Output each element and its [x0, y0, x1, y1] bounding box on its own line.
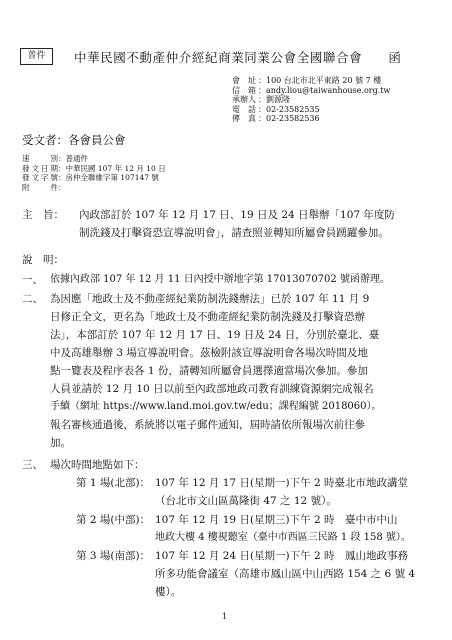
filing-type-box: 普件 [20, 48, 53, 65]
session-line: 107 年 12 月 19 日(星期三)下午 2 時 臺中市中山 [155, 514, 398, 526]
session-1-label: 第 1 場(北部)： [76, 477, 151, 489]
item-line: 為因應「地政士及不動產經紀業防制洗錢辦法」已於 107 年 11 月 9 [50, 293, 370, 305]
subject-line: 制洗錢及打擊資恐宣導說明會」，請查照並轉知所屬會員踴躍參加。 [79, 227, 389, 239]
session-2-details-cont [155, 529, 411, 547]
session-1-details [155, 474, 408, 510]
item-line: 加。 [50, 437, 71, 449]
item-number: 二、 [22, 293, 43, 305]
contact-block [232, 76, 390, 124]
subject-text [79, 206, 395, 242]
item-line: 點一覽表及程序表各 1 份，請轉知所屬會員選擇適當場次參加。參加 [50, 365, 368, 377]
session-line: （台北市文山區萬隆街 47 之 12 號）。 [155, 495, 337, 507]
session-line: 樓）。 [155, 586, 182, 598]
doc-info-date: 發文日期：中華民國 107 年 12 月 10 日 [22, 163, 166, 173]
item-number: 一、 [22, 274, 43, 286]
item-line: 報名審核通過後，系統將以電子郵件通知，屆時請依所報場次前往參 [50, 419, 365, 431]
session-2-details [155, 511, 398, 529]
item-two-text [50, 290, 382, 452]
contact-row-email: 信箱 ：andy.liou@taiwanhouse.org.tw [232, 85, 391, 95]
contact-row-fax: 傳真 ：02-23582536 [232, 114, 320, 123]
session-line: 所多功能會議室（高雄市鳳山區中山西路 154 之 6 號 4 [155, 568, 416, 580]
recipient-line: 受文者：各會員公會 [22, 133, 126, 147]
subject-label: 主 旨： [22, 209, 64, 221]
doc-info-speed: 速別：普通件 [22, 154, 88, 163]
session-3-details [155, 547, 415, 601]
contact-row-address: 會址 ：100 台北市北平東路 20 號 7 樓 [232, 76, 382, 85]
explanation-label: 說 明： [22, 254, 64, 266]
session-2-label: 第 2 場(中部)： [76, 514, 151, 526]
item-line: 日修正全文，更名為「地政士及不動產經紀業防制洗錢及打擊資恐辦 [50, 311, 365, 323]
session-line: 107 年 12 月 24 日(星期一)下午 2 時 鳳山地政事務 [155, 550, 408, 562]
session-line: 地政大樓 4 樓視聽室（臺中市西區三民路 1 段 158 號）。 [155, 532, 411, 543]
item-line: 手續（網址 https://www.land.moi.gov.tw/edu；課程編號 2018060）。 [50, 401, 382, 412]
document-info [22, 154, 166, 192]
contact-row-phone: 電話 ：02-23582535 [232, 104, 320, 114]
doc-info-attachment: 附件： [22, 182, 66, 192]
page-number: 1 [222, 612, 228, 621]
item-number: 三、 [22, 459, 43, 471]
item-one-text [50, 271, 390, 289]
item-line: 中及高雄舉辦 3 場宣導說明會。茲檢附該宣導說明會各場次時間及地 [50, 347, 368, 359]
session-3-label: 第 3 場(南部)： [76, 550, 151, 562]
item-three-heading: 場次時間地點如下： [50, 459, 145, 471]
session-line: 107 年 12 月 17 日(星期一)下午 2 時臺北市地政講堂 [155, 477, 408, 489]
contact-row-handler: 承辦人 ：劉源隆 [232, 95, 290, 104]
item-line: 依據內政部 107 年 12 月 11 日內授中辦地字第 17013070702 號函辦理。 [50, 274, 390, 285]
item-line: 人員並請於 12 月 10 日以前至內政部地政司教育訓練資源網完成報名 [50, 383, 374, 395]
item-line: 法」，本部訂於 107 年 12 月 17 日、19 日及 24 日，分別於臺北、臺 [50, 329, 380, 341]
doc-info-number: 發文字號：房仲全聯維字第 107147 號 [22, 173, 159, 182]
subject-line: 內政部訂於 107 年 12 月 17 日、19 日及 24 日舉辦「107 年度防 [79, 209, 395, 221]
document-title: 中華民國不動產仲介經紀商業同業公會全國聯合會 函 [74, 50, 402, 65]
